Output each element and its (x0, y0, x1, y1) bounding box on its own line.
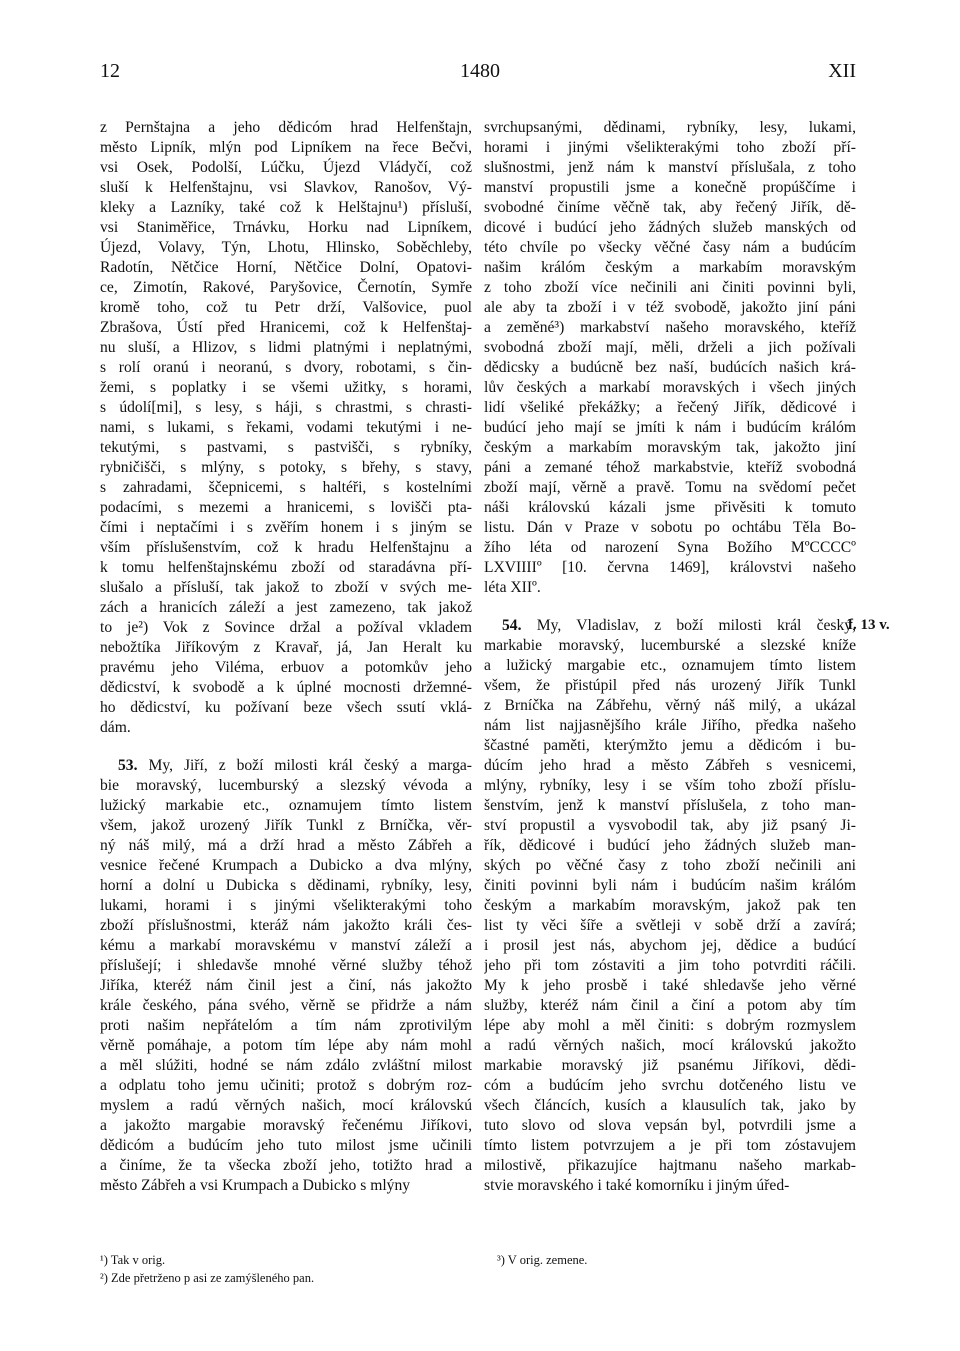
entry-54-line: služby, kteréž nám činil a činí a potom aby tím (484, 997, 856, 1014)
footnote-3: ³) V orig. zemene. (497, 1253, 588, 1267)
left-column-line: tekutými, s pastvami, s pastvišči, s rybníky, (100, 439, 472, 456)
right-column-line: manství propustili jsme a konečně propúščíme i (484, 179, 856, 196)
right-column-line: horami i jinými všelikterakými toho zboží pří- (484, 139, 856, 156)
right-column-line: ale aby ta zboží i v též svobodě, jakožto jiní páni (484, 299, 856, 316)
page-year: 1480 (460, 60, 500, 82)
left-column-line: slušalo a přísluší, tak jakož to zboží v svých me- (100, 579, 472, 596)
left-column-line: Radotín, Nětčice Horní, Nětčice Dolní, Opatovi- (100, 259, 472, 276)
left-column-line: s rolí oranú i neoranú, s dvory, robotami, s čin- (100, 359, 472, 376)
left-column-line: kleky a Lazníky, také což k Helštajnu¹) přísluší, (100, 199, 472, 216)
right-column-line: svobodné činíme věčně tak, aby řečený Jiřík, dě- (484, 199, 856, 216)
entry-54-line: cóm a budúcím jeho svrchu dotčeného listu ve (484, 1077, 856, 1094)
entry-53-line: věrně pomáhaje, a potom tím lépe aby nám mohl (100, 1037, 472, 1054)
right-column-line: léta XIIº. (484, 579, 541, 596)
entry-53-line: ný náš milý, má a drží hrad a město Zábřeh a (100, 837, 472, 854)
entry-54 (484, 616, 856, 1196)
right-column-line: náši královskú kázali jsme přivěsiti k tomuto (484, 499, 856, 516)
right-column-line: páni a zemané téhož markabstvie, kteříž svobodná (484, 459, 856, 476)
entry-53-line: město Zábřeh a vsi Krumpach a Dubicko s mlýny (100, 1177, 411, 1194)
entry-54-line: činiti povinni byli nám i budúcím našim králóm (484, 877, 856, 894)
entry-54-line: My k jeho prosbě i také shledavše jeho věrné (484, 977, 856, 994)
entry-54-line: a lužický margabie etc., oznamujem tímto listem (484, 657, 856, 674)
left-column-line: vsi Staniměřice, Trnávku, Horku nad Lipníkem, (100, 219, 472, 236)
entry-54-line: tuto slovo od slova vepsán byl, potvrdili jsme a (484, 1117, 856, 1134)
right-column-line: českým a markabím moravským tak, jakožto jiní (484, 439, 856, 456)
entry-54-line: řík, dědicové i budúcí jeho žádných služeb man- (484, 837, 856, 854)
entry-53-line: a odplatu toho jemu učiniti; protož s dobrým roz- (100, 1077, 472, 1094)
right-column (484, 118, 856, 1196)
entry-54-number: 54. (502, 617, 522, 634)
left-column-line: Újezd, Volavy, Týn, Lhotu, Hlinsko, Soběchleby, (100, 239, 472, 256)
entry-54-line: milostivě, přikazujíce hajtmanu našeho markab- (484, 1157, 856, 1174)
entry-53-line: všem, jakož urozený Jiřík Tunkl z Brníčka, věr- (100, 817, 472, 834)
page-number: 12 (100, 60, 120, 82)
right-column-line: z toho zboží více nečinili ani činiti povinni byli, (484, 279, 856, 296)
entry-53-line: dědicóm a budúcím jeho tuto milost jsme učinili (100, 1137, 472, 1154)
left-column-line: vsi Osek, Podolší, Lúčku, Újezd Vládyčí, což (100, 159, 472, 176)
entry-53-line: zboží příslušnostmi, kteráž nám jakožto králi čes- (100, 917, 472, 934)
left-column (100, 118, 472, 1196)
entry-53-line: vesnice řečené Krumpach a Dubicko a dva mlýny, (100, 857, 472, 874)
entry-53-line: a měl slúžiti, hodné se nám zdálo zvláštní milost (100, 1057, 472, 1074)
left-column-line: s zahradami, ščepnicemi, s haltéři, s kostelními (100, 479, 472, 496)
entry-54-line: stvie moravského i také komorníku i jiným úřed- (484, 1177, 790, 1194)
right-column-line: lův českých a markabí moravských i všech jiných (484, 379, 856, 396)
folio-marker: f. 13 v. (848, 617, 890, 633)
entry-54-line: dúcím jeho hrad a město Zábřeh s vesnicemi, (484, 757, 856, 774)
right-column-line: žího léta od narození Syna Božího MºCCCCº (484, 539, 856, 556)
entry-53-line: horní a dolní u Dubicka s dědinami, rybníky, lesy, (100, 877, 472, 894)
entry-53-line: Jiříka, kteréž nám činil jest a činí, nás jakožto (100, 977, 472, 994)
left-column-line: ho dědicství, ku požívaní beze všech ssutí vklá- (100, 699, 472, 716)
entry-54-line: list ty věci šíře a světleji v sobě drží a zavírá; (484, 917, 856, 934)
right-column-line: našim králóm českým a markabím moravským (484, 259, 856, 276)
right-column-line: LXVIIIIº [10. června 1469], královstvi našeho (484, 559, 856, 576)
left-column-line: podacími, s mezemi a hranicemi, s lovišči pta- (100, 499, 472, 516)
entry-54-line: lépe aby mohl a měl činiti: s dobrým rozmyslem (484, 1017, 856, 1034)
right-column-line: svrchupsanými, dědinami, rybníky, lesy, lukami, (484, 119, 856, 136)
entry-53 (100, 756, 472, 1196)
entry-54-line: ství propustil a vysvobodil tak, aby již psaný Ji- (484, 817, 856, 834)
left-column-line: vším příslušenstvím, což k hradu Helfenštajnu a (100, 539, 472, 556)
entry-54-line: všem, že přistúpil před nás urozený Jiřík Tunkl (484, 677, 856, 694)
right-column-line: zboží mají, věrně a pravě. Tomu na svědomí pečet (484, 479, 856, 496)
entry-54-line: i prosil jest nás, abychom jej, dědice a budúcí (484, 937, 856, 954)
entry-53-line: lukami, horami i s jinými všelikterakými toho (100, 897, 472, 914)
right-column-text (484, 118, 856, 598)
right-column-line: dědicsky a budúcně bez naší, budúcích našich krá- (484, 359, 856, 376)
entry-53-line: myslem a radú věrných našich, mocí královskú (100, 1097, 472, 1114)
left-column-line: nebožtíka Jiříkovým z Kravař, já, Jan Heralt ku (100, 639, 472, 656)
entry-54-line: 54. My, Vladislav, z boží milosti král český, (502, 617, 856, 634)
right-column-line: lidí všeliké překážky; a řečený Jiřík, dědicové i (484, 399, 856, 416)
entry-53-line: lužický markabie etc., oznamujem tímto listem (100, 797, 472, 814)
entry-54-line: mlýny, rybníky, lesy i se vším toho zboží příslu- (484, 777, 856, 794)
left-column-line: nu sluší, a Hlizov, s lidmi platnými i neplatnými, (100, 339, 472, 356)
right-column-line: svobodná zboží mají, měli, drželi a jich požívali (484, 339, 856, 356)
left-column-line: s údolí[mi], s lesy, s háji, s chrastmi, s chrasti- (100, 399, 472, 416)
entry-54-line: jeho při tom zóstaviti a jim toho potvrditi ráčili. (484, 957, 856, 974)
left-column-line: ce, Zimotín, Rakové, Paryšovice, Černotín, Symře (100, 279, 472, 296)
entry-54-line: a radú věrných našich, mocí královskú jakožto (484, 1037, 856, 1054)
footnote-1: ¹) Tak v orig. (100, 1253, 166, 1267)
footnote-2: ²) Zde přetrženo p asi ze zamýšleného pan. (100, 1271, 315, 1285)
entry-53-number: 53. (118, 757, 138, 774)
right-column-line: listu. Dán v Praze v sobotu po ochtábu Těla Bo- (484, 519, 856, 536)
left-column-line: kromě toho, což tu Petr drží, Valšovice, puol (100, 299, 472, 316)
left-column-line: k tomu helfenštajnskému zboží od staradávna pří- (100, 559, 472, 576)
left-column-line: dědicství, k svobodě a k úplné mocnosti držemné- (100, 679, 472, 696)
entry-54-line: českým a markabím moravským, jakož pak ten (484, 897, 856, 914)
entry-53-line: bie moravský, lucemburský a slezský vévoda a (100, 777, 472, 794)
left-column-line: dám. (100, 719, 131, 736)
left-column-line: rybničišči, s mlýny, s potoky, s břehy, s stavy, (100, 459, 472, 476)
left-column-line: zách a hranicích záleží a jest zamezeno, tak jakož (100, 599, 472, 616)
left-column-line: z Pernštajna a jeho dědicóm hrad Helfenštajn, (100, 119, 472, 136)
entry-53-line: 53. My, Jiří, z boží milosti král český a marga- (118, 757, 472, 774)
entry-53-line: a jakožto margabie moravský řečenému Jiříkovi, (100, 1117, 472, 1134)
entry-54-line: markabie moravský již psanému Jiříkovi, dědi- (484, 1057, 856, 1074)
entry-53-line: kému a markabí moravskému v manství záleží a (100, 937, 472, 954)
left-column-line: to je²) Vok z Sovince držal a požíval vkladem (100, 619, 472, 636)
entry-54-line: všech článcích, kusích a klausulích tak, jako by (484, 1097, 856, 1114)
left-column-line: sluší k Helfenštajnu, vsi Slavkov, Ranošov, Vý- (100, 179, 472, 196)
right-column-line: této chvíle po všecky věčné časy nám a budúcím (484, 239, 856, 256)
entry-53-line: proti našim nepřátelóm a tím nám zprotivilým (100, 1017, 472, 1034)
entry-53-line: a činíme, že ta všecka zboží jeho, totižto hrad a (100, 1157, 472, 1174)
left-column-line: žemi, s poplatky i se všemi užitky, s horami, (100, 379, 472, 396)
left-column-line: nami, s lukami, s řekami, vodami tekutými i ne- (100, 419, 472, 436)
left-column-line: Zbrašova, Ústí před Hranicemi, což k Helfenštaj- (100, 319, 472, 336)
entry-54-line: šenstvím, jenž k manství příslušela, z toho man- (484, 797, 856, 814)
entry-54-line: ských po věčné časy z toho zboží nečinili ani (484, 857, 856, 874)
entry-54-line: nám list najjasnějšího krále Jiřího, předka našeho (484, 717, 856, 734)
entry-53-line: krále českého, pána svého, věrně se přidrže a nám (100, 997, 472, 1014)
entry-54-line: z Brníčka na Zábřehu, věrný náš milý, a ukázal (484, 697, 856, 714)
left-column-line: čími i neptačími i s zvěřím honem i s jiným se (100, 519, 472, 536)
entry-54-line: markabie moravský, lucemburské a slezské kníže (484, 637, 856, 654)
left-column-line: pravému jeho Viléma, erbuov a potomkův jeho (100, 659, 472, 676)
section-number: XII (828, 60, 856, 82)
right-column-line: a zeměné³) markabství našeho moravského, kteříž (484, 319, 856, 336)
entry-54-line: ščastné paměti, kterýmžto jemu a dědicóm i bu- (484, 737, 856, 754)
right-column-line: slušnostmi, jenž nám k manství příslušala, z toho (484, 159, 856, 176)
left-column-line: město Lipník, mlýn pod Lipníkem na řece Bečvi, (100, 139, 472, 156)
entry-53-line: příslušejí; i shledavše mnohé věrné služby téhož (100, 957, 472, 974)
right-column-line: dicové i budúcí jeho žádných služeb manských od (484, 219, 856, 236)
entry-54-line: tímto listem potvrzujem a je při tom zóstavujem (484, 1137, 856, 1154)
left-column-text (100, 118, 472, 738)
right-column-line: budúcí jeho mají se jmíti k nám i budúcím králóm (484, 419, 856, 436)
